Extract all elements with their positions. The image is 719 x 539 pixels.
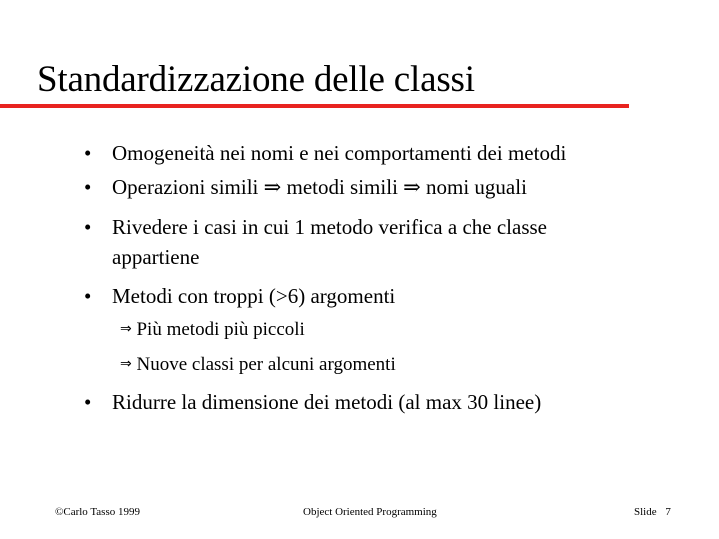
footer-slide-number <box>634 505 671 519</box>
slide-label: Slide <box>634 506 657 518</box>
sub-bullet-text: Più metodi più piccoli <box>136 319 305 340</box>
bullet-text: Operazioni simili ⇒ metodi simili ⇒ nomi uguali <box>112 175 527 199</box>
implies-arrow-icon: ⇒ <box>120 356 132 372</box>
bullet-text-line-1: Rivedere i casi in cui 1 metodo verifica a che classe <box>112 215 547 239</box>
bullet-text: Metodi con troppi (>6) argomenti <box>112 284 396 308</box>
slide-title: Standardizzazione delle classi <box>37 59 475 100</box>
footer-course: Object Oriented Programming <box>303 506 437 518</box>
footer-copyright: ©Carlo Tasso 1999 <box>55 506 140 518</box>
sub-bullet-text: Nuove classi per alcuni argomenti <box>136 354 396 375</box>
bullet-marker: • <box>84 175 92 199</box>
bullet-text: Ridurre la dimensione dei metodi (al max 30 linee) <box>112 390 542 414</box>
sub-bullet-2 <box>120 352 396 379</box>
title-underline <box>0 104 629 108</box>
bullet-marker: • <box>84 215 92 239</box>
implies-arrow-icon: ⇒ <box>120 321 132 337</box>
sub-bullet-1 <box>120 317 305 344</box>
bullet-text: Omogeneità nei nomi e nei comportamenti dei metodi <box>112 141 567 165</box>
bullet-marker: • <box>84 141 92 165</box>
bullet-marker: • <box>84 284 92 308</box>
slide-number: 7 <box>665 506 671 518</box>
bullet-marker: • <box>84 390 92 414</box>
bullet-text-line-2: appartiene <box>112 245 200 269</box>
